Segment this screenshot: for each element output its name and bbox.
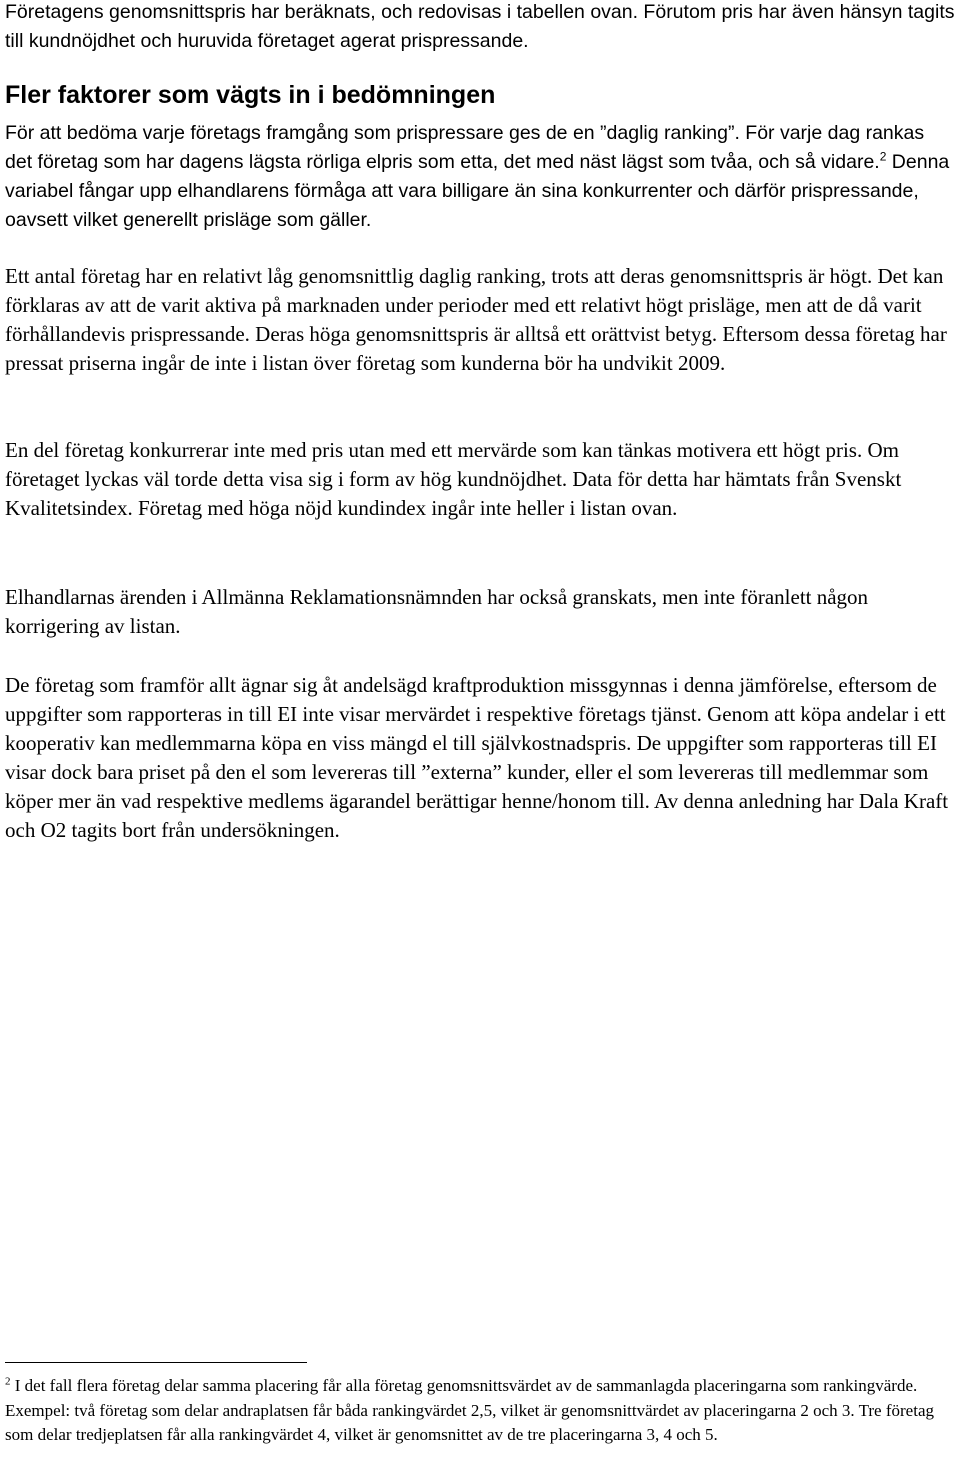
intro-paragraph: Företagens genomsnittspris har beräknats, och redovisas i tabellen ovan. Förutom pris har även hänsyn tagits till kundnöjdhet och huruvida företaget agerat prispressande.: [5, 1, 955, 52]
footnote-text: I det fall flera företag delar samma placering får alla företag genomsnittsvärdet av de sammanlagda placeringarna som rankingvärde. Exempel: två företag som delar andraplatsen får båda rankingvärdet 2,5, vilket är genomsnittvärdet av placeringarna 2 och 3. Tre företag som delar tredjeplatsen får alla rankingvärdet 4, vilket är genomsnittet av de tre placeringarna 3, 4 och 5.: [5, 1376, 934, 1444]
footnote-number: 2: [5, 1375, 11, 1388]
ranking-text-before: För att bedöma varje företags framgång som prispressare ges de en ”daglig ranking”. För varje dag rankas det företag som har dagens lägsta rörliga elpris som etta, det med näst lägst som tvåa, och så vidare.: [5, 122, 925, 173]
footnote: [5, 1374, 960, 1448]
ranking-paragraph: [5, 119, 955, 235]
paragraph-cooperatives: De företag som framför allt ägnar sig åt andelsägd kraftproduktion missgynnas i denna jämförelse, eftersom de uppgifter som rapporteras in till EI inte visar mervärdet i respektive företags tjänst. Genom att köpa andelar i ett kooperativ kan medlemmarna köpa en viss mängd el till självkostnadspris. De uppgifter som rapporteras till EI visar dock bara priset på den el som levereras till ”externa” kunder, eller el som levereras till medlemmar som köper mer än vad respektive medlems ägarandel berättigar henne/honom till. Av denna anledning har Dala Kraft och O2 tagits bort från undersökningen.: [5, 673, 949, 842]
section-heading: Fler faktorer som vägts in i bedömningen: [5, 81, 496, 109]
paragraph-ranking-explanation: Ett antal företag har en relativt låg genomsnittlig daglig ranking, trots att deras genomsnittspris är högt. Det kan förklaras av att de varit aktiva på marknaden under perioder med ett relativt högt prisläge, men att de då varit förhållandevis prispressande. Deras höga genomsnittspris är alltså ett orättvist betyg. Eftersom dessa företag har pressat priserna ingår de inte i listan över företag som kunderna bör ha undvikit 2009.: [5, 264, 947, 375]
ranking-text-after: Denna variabel fångar upp elhandlarens förmåga att vara billigare än sina konkurrenter och därför prispressande, oavsett vilket generellt prisläge som gäller.: [5, 151, 950, 231]
footnote-separator: [5, 1362, 307, 1363]
footnote-reference[interactable]: 2: [879, 149, 887, 164]
paragraph-arn: Elhandlarnas ärenden i Allmänna Reklamationsnämnden har också granskats, men inte föranlett någon korrigering av listan.: [5, 585, 869, 638]
paragraph-added-value: En del företag konkurrerar inte med pris utan med ett mervärde som kan tänkas motivera ett högt pris. Om företaget lyckas väl torde detta visa sig i form av hög kundnöjdhet. Data för detta har hämtats från Svenskt Kvalitetsindex. Företag med höga nöjd kundindex ingår inte heller i listan ovan.: [5, 438, 902, 520]
